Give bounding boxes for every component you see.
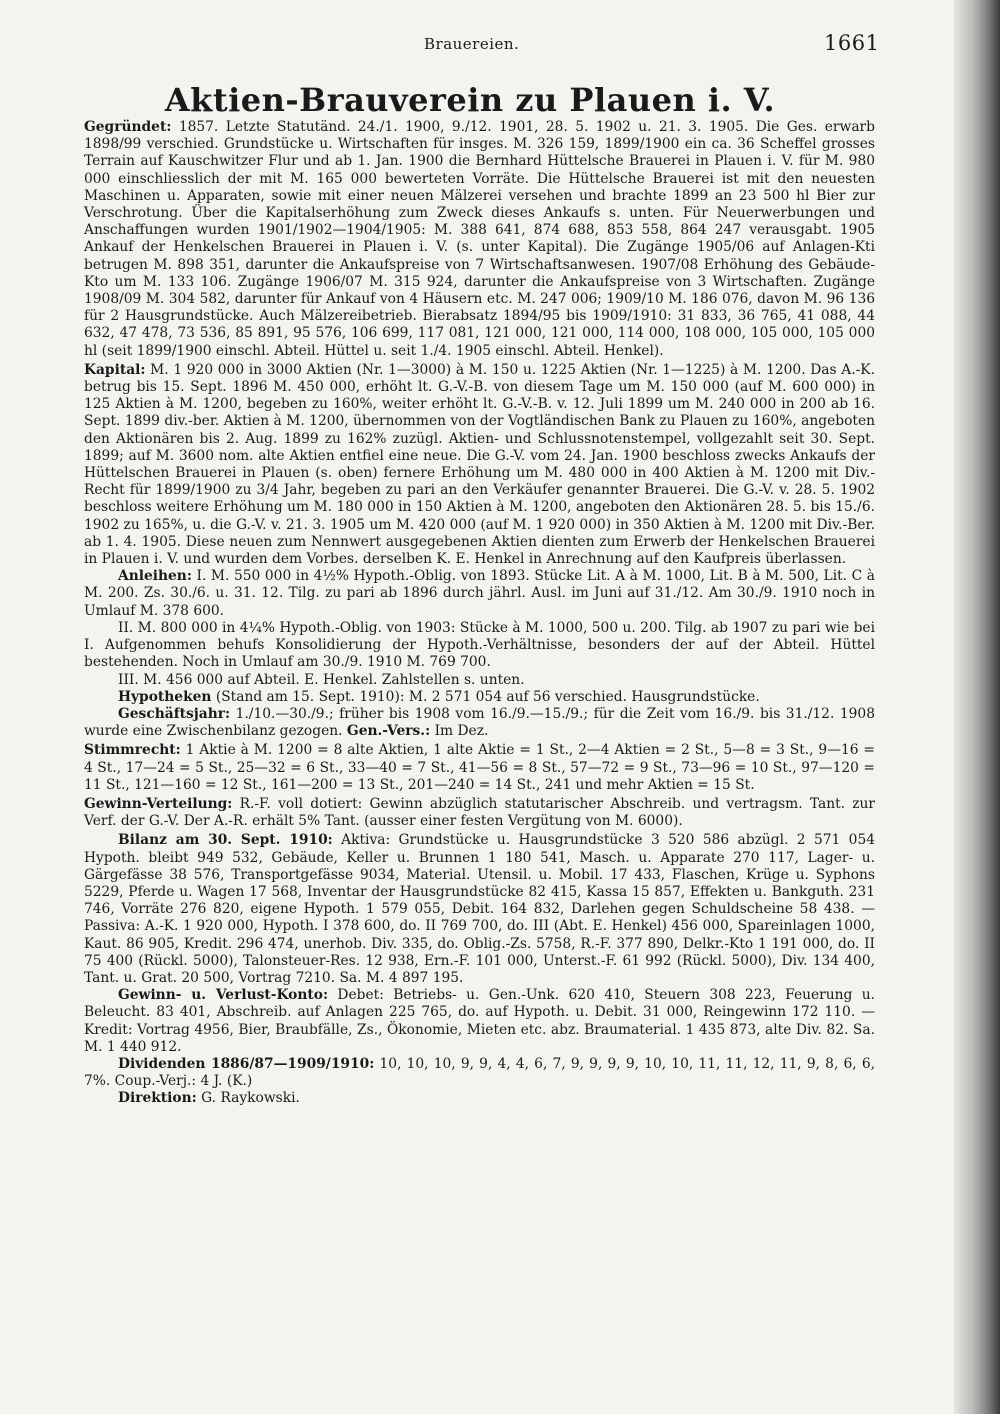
- section-text: II. M. 800 000 in 4¼% Hypoth.-Oblig. von 1903: Stücke à M. 1000, 500 u. 200. Tilg. ab 1907 zu pari wie bei I. Aufgenommen behufs Konsolidierung der Hypoth.-Verhältnisse, besonders der auf der Abteil. Hüttel bestehenden. Noch in Umlauf am 30./9. 1910 M. 769 700.: [84, 619, 876, 671]
- section-label: Hypotheken: [118, 688, 212, 705]
- section-text: I. M. 550 000 in 4½% Hypoth.-Oblig. von 1893. Stücke Lit. A à M. 1000, Lit. B à M. 500, Lit. C à M. 200. Zs. 30./6. u. 31. 12. Tilg. zu pari ab 1896 durch jährl. Ausl. im Juni auf 31./12. Am 30./9. 1910 noch in Umlauf M. 378 600.: [84, 568, 875, 619]
- page-number: 1661: [824, 31, 880, 55]
- gen-vers-label: Gen.-Vers.:: [346, 723, 431, 740]
- section-text: Debet: Betriebs- u. Gen.-Unk. 620 410, Steuern 308 223, Feuerung u. Beleucht. 83 401, Abschreib. auf Anlagen 225 765, do. auf Hypoth. u. Debit. 31 000, Reingewinn 172 110. — Kredit: Vortrag 4956, Bier, Braubfälle, Zs., Ökonomie, Mieten etc. abz. Braumaterial. 1 435 873, alte Div. 82. Sa. M. 1 440 912.: [84, 987, 875, 1055]
- section-text: (Stand am 15. Sept. 1910): M. 2 571 054 auf 56 verschied. Hausgrundstücke.: [211, 688, 760, 705]
- section-gewinn-verteilung: [84, 796, 875, 830]
- section-bilanz: [84, 832, 875, 987]
- section-label: Gewinn-Verteilung:: [84, 795, 233, 812]
- section-gewinn-verlust: [84, 987, 875, 1056]
- section-dividenden: [84, 1056, 875, 1090]
- section-text: 1 Aktie à M. 1200 = 8 alte Aktien, 1 alte Aktie = 1 St., 2—4 Aktien = 2 St., 5—8 = 3 St., 9—16 = 4 St., 17—24 = 5 St., 25—32 = 6 St., 33—40 = 7 St., 41—56 = 8 St., 57—72 = 9 St., 73—96 = 10 St., 97—120 = 11 St., 121—160 = 12 St., 161—200 = 13 St., 201—240 = 14 St., 241 und mehr Aktien = 15 St.: [84, 742, 875, 793]
- section-label: Stimmrecht:: [84, 742, 181, 759]
- section-anleihen: [84, 568, 875, 620]
- running-head: Brauereien.: [424, 35, 520, 53]
- section-label: Gegründet:: [84, 119, 172, 135]
- section-label: Direktion:: [118, 1090, 197, 1107]
- entry-body: [84, 119, 875, 1108]
- section-label: Dividenden 1886/87—1909/1910:: [118, 1055, 375, 1072]
- section-text: G. Raykowski.: [196, 1090, 300, 1107]
- section-text: R.-F. voll dotiert: Gewinn abzüglich statutarischer Abschreib. und vertragsm. Tant. zur Verf. der G.-V. Der A.-R. erhält 5% Tant. (ausser einer festen Vergütung von M. 6000).: [84, 795, 875, 830]
- section-hypotheken: [84, 689, 875, 706]
- section-text: M. 1 920 000 in 3000 Aktien (Nr. 1—3000) à M. 150 u. 1225 Aktien (Nr. 1—1225) à M. 1200. Das A.-K. betrug bis 15. Sept. 1896 M. 450 000, erhöht lt. G.-V.-B. von diesem Tage um M. 150 000 (auf M. 600 000) in 125 Aktien à M. 1200, begeben zu 160%, weiter erhöht lt. G.-V.-B. v. 12. Juli 1899 um M. 240 000 in 200 ab 16. Sept. 1899 div.-ber. Aktien à M. 1200, übernommen von der Vogtländischen Bank zu Plauen zu 160%, angeboten den Aktionären bis 2. Aug. 1899 zu 162% zuzügl. Aktien- und Schlussnotenstempel, vollgezahlt seit 30. Sept. 1899; auf M. 3600 nom. alte Aktien entfiel eine neue. Die G.-V. vom 24. Jan. 1900 beschloss zwecks Ankaufs der Hüttelschen Brauerei in Plauen (s. oben) fernere Erhöhung um M. 480 000 in 400 Aktien à M. 1200 mit Div.-Recht für 1899/1900 zu 3/4 Jahr, begeben zu pari an den Verkäufer genannter Brauerei. Die G.-V. v. 28. 5. 1902 beschloss weitere Erhöhung um M. 180 000 in 150 Aktien à M. 1200, angeboten den Aktionären 28. 5. bis 15./6. 1902 zu 165%, u. die G.-V. v. 21. 3. 1905 um M. 420 000 (auf M. 1 920 000) in 350 Aktien à M. 1200 mit Div.-Ber. ab 1. 4. 1905. Diese neuen zum Nennwert ausgegebenen Aktien dienten zum Erwerb der Henkelschen Brauerei in Plauen i. V. und wurden dem Vorbes. derselben K. E. Henkel in Anrechnung auf den Kaufpreis überlassen.: [84, 361, 875, 568]
- section-text: III. M. 456 000 auf Abteil. E. Henkel. Zahlstellen s. unten.: [118, 671, 525, 688]
- section-text: Aktiva: Grundstücke u. Hausgrundstücke 3 520 586 abzügl. 2 571 054 Hypoth. bleibt 949 532, Gebäude, Keller u. Brunnen 1 180 541, Masch. u. Apparate 270 117, Lager- u. Gärgefässe 38 576, Transportgefässe 9034, Material. Utensil. u. Mobil. 17 433, Flaschen, Krüge u. Syphons 5229, Pferde u. Wagen 17 568, Inventar der Hausgrundstücke 82 415, Kassa 15 857, Effekten u. Bankguth. 231 746, Vorräte 276 820, eigene Hypoth. 1 579 055, Debit. 164 832, Darlehen gegen Schuldscheine 58 438. — Passiva: A.-K. 1 920 000, Hypoth. I 378 600, do. II 769 700, do. III (Abt. E. Henkel) 456 000, Spareinlagen 1000, Kaut. 86 905, Kredit. 296 474, unerhob. Div. 335, do. Oblig.-Zs. 5758, R.-F. 377 890, Delkr.-Kto 1 191 000, do. II 75 400 (Rückl. 5000), Talonsteuer-Res. 12 938, Ern.-F. 101 000, Unterst.-F. 61 992 (Rückl. 5000), Div. 134 400, Tant. u. Grat. 20 500, Vortrag 7210. Sa. M. 4 897 195.: [84, 832, 876, 986]
- section-label: Geschäftsjahr:: [118, 705, 231, 722]
- gen-vers-text: Im Dez.: [430, 723, 489, 740]
- section-label: Gewinn- u. Verlust-Konto:: [118, 987, 329, 1004]
- section-text: 1./10.—30./9.; früher bis 1908 vom 16./9.—15./9.; für die Zeit vom 16./9. bis 31./12. 1908 wurde eine Zwischenbilanz gezogen.: [84, 705, 875, 740]
- section-anleihen-3: [84, 672, 875, 689]
- section-label: Anleihen:: [118, 568, 192, 585]
- section-gegruendet: [84, 119, 875, 360]
- page-header: [0, 31, 960, 55]
- section-direktion: [84, 1090, 875, 1107]
- page-edge-shadow: [954, 0, 1000, 1414]
- section-label: Kapital:: [84, 361, 146, 378]
- section-anleihen-2: [84, 620, 875, 672]
- company-title: Aktien-Brauverein zu Plauen i. V.: [164, 81, 776, 119]
- section-geschaeftsjahr: [84, 706, 875, 740]
- section-text: 1857. Letzte Statutänd. 24./1. 1900, 9./12. 1901, 28. 5. 1902 u. 21. 3. 1905. Die Ges. erwarb 1898/99 verschied. Grundstücke u. Wirtschaften für insges. M. 326 159, 1899/1900 ein ca. 36 Scheffel grosses Terrain auf Kauschwitzer Flur und ab 1. Jan. 1900 die Bernhard Hüttelsche Brauerei in Plauen i. V. für M. 980 000 einschliesslich der mit M. 165 000 bewerteten Vorräte. Die Hüttelsche Brauerei ist mit den neuesten Maschinen u. Apparaten, sowie mit einer neuen Mälzerei versehen und brachte 1899 an 23 500 hl Bier zur Verschrotung. Über die Kapitalserhöhung zum Zweck dieses Ankaufs s. unten. Für Neuerwerbungen und Anschaffungen wurden 1901/1902—1904/1905: M. 388 641, 874 688, 853 558, 864 247 verausgabt. 1905 Ankauf der Henkelschen Brauerei in Plauen i. V. (s. unter Kapital). Die Zugänge 1905/06 auf Anlagen-Kti betrugen M. 898 351, darunter die Ankaufspreise von 7 Wirtschaftsanwesen. 1907/08 Erhöhung des Gebäude-Kto um M. 133 106. Zugänge 1906/07 M. 315 924, darunter die Ankaufspreise von 3 Wirtschaften. Zugänge 1908/09 M. 304 582, darunter für Ankauf von 4 Häusern etc. M. 247 006; 1909/10 M. 186 076, davon M. 96 136 für 2 Hausgrundstücke. Auch Mälzereibetrieb. Bierabsatz 1894/95 bis 1909/1910: 31 833, 36 765, 41 088, 44 632, 47 478, 73 536, 85 891, 95 576, 106 699, 117 081, 121 000, 121 000, 114 000, 108 000, 105 000, 105 000 hl (seit 1899/1900 einschl. Abteil. Hüttel u. seit 1./4. 1905 einschl. Abteil. Henkel).: [84, 119, 875, 359]
- section-text: 10, 10, 10, 9, 9, 4, 4, 6, 7, 9, 9, 9, 9, 10, 10, 11, 11, 12, 11, 9, 8, 6, 6, 7%. Coup.-Verj.: 4 J. (K.): [84, 1055, 876, 1090]
- section-stimmrecht: [84, 742, 875, 794]
- section-kapital: [84, 362, 875, 568]
- section-label: Bilanz am 30. Sept. 1910:: [118, 832, 333, 849]
